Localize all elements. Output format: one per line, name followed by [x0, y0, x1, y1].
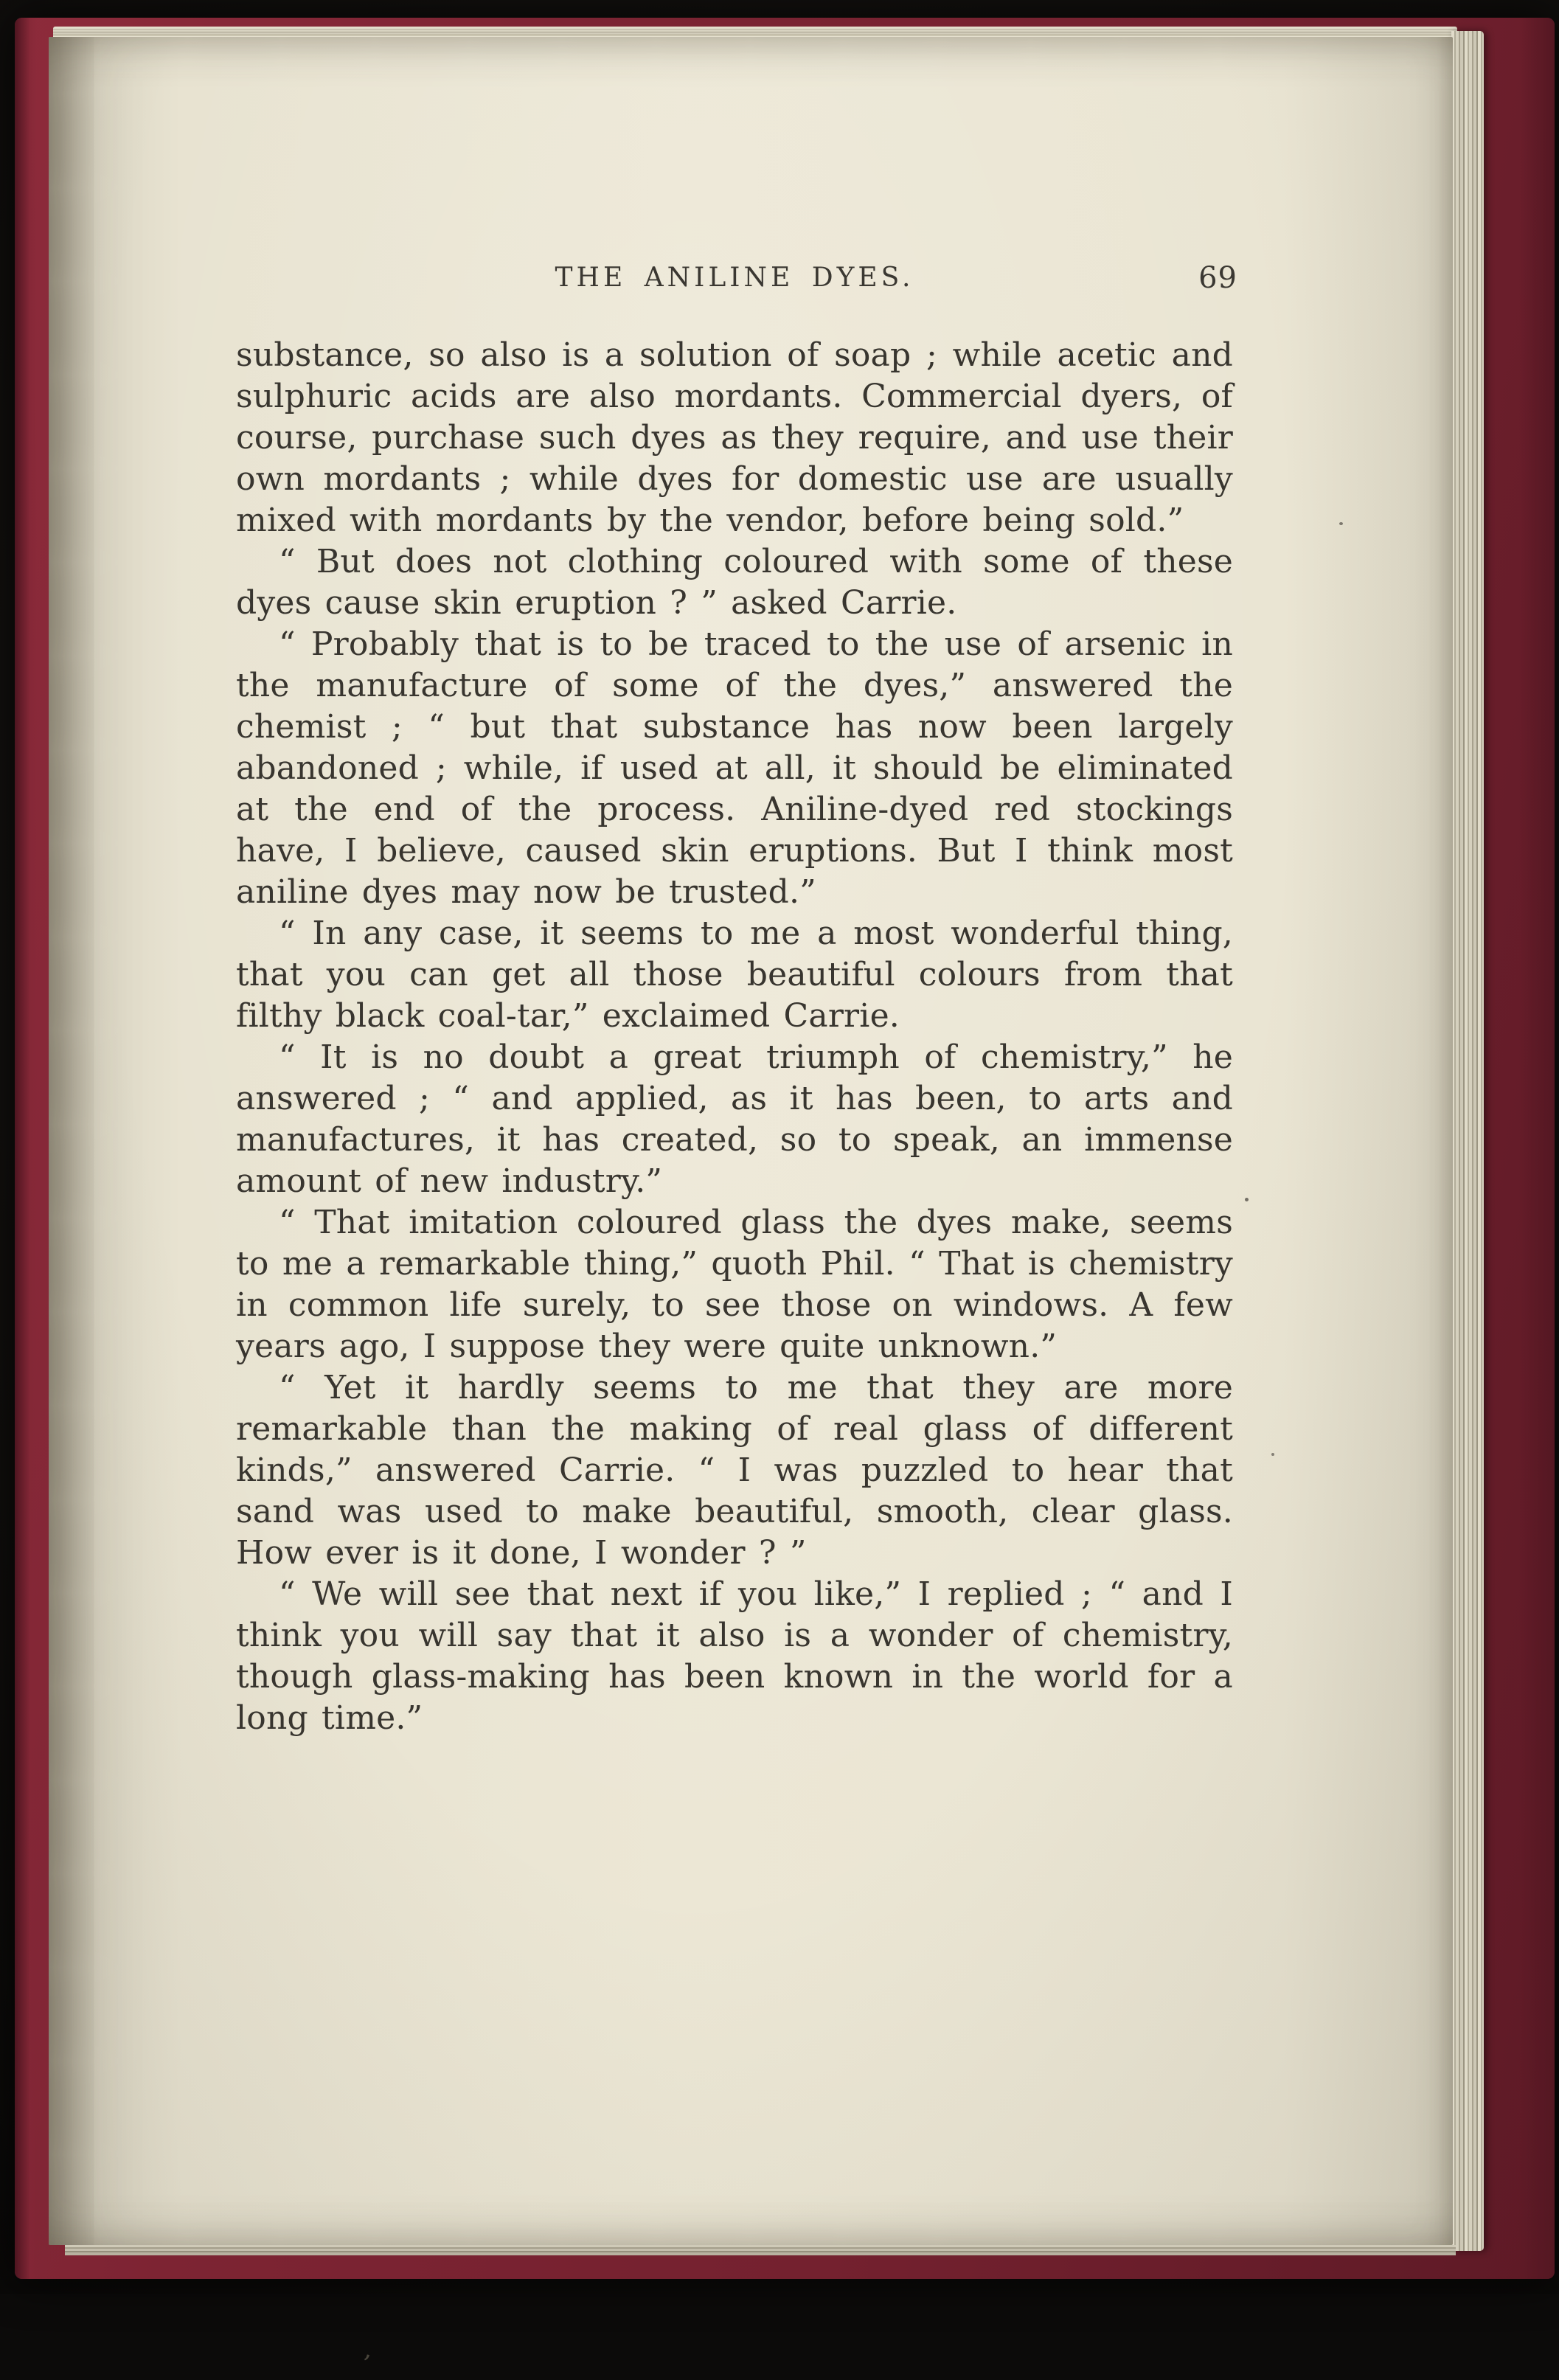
- book-page: [49, 37, 1453, 2380]
- page-stack-right-edge: [1451, 31, 1484, 2251]
- page-number: 69: [1198, 261, 1237, 295]
- paragraph: “ It is no doubt a great triumph of chemistry,” he answered ; “ and applied, as it has been, to arts and manufactures, it has created, so to speak, an immense amount of new industry.”: [236, 1038, 1233, 1200]
- paragraph: “ In any case, it seems to me a most wonderful thing, that you can get all those beautiful colours from that filthy black coal-tar,” exclaimed Carrie.: [236, 915, 1233, 1035]
- paragraph: “ We will see that next if you like,” I replied ; “ and I think you will say that it also is a wonder of chemistry, though glass-making has been known in the world for a long time.”: [236, 1575, 1233, 1737]
- page-content: [236, 261, 1237, 2380]
- paragraph: “ Probably that is to be traced to the use of arsenic in the manufacture of some of the dyes,” answered the chemist ; “ but that substance has now been largely abandoned ; while, if used at all, it should be eliminated at the end of the process. Aniline-dyed red stockings have, I believe, caused skin eruptions. But I think most aniline dyes may now be trusted.”: [236, 625, 1233, 911]
- page-stack-bottom-edge: [65, 2245, 1456, 2255]
- paragraph: “ But does not clothing coloured with some of these dyes cause skin eruption ? ” asked Carrie.: [236, 543, 1233, 622]
- scan-artifact: [1245, 1198, 1249, 1201]
- scan-artifact: [1271, 1453, 1274, 1456]
- paragraph: substance, so also is a solution of soap ; while acetic and sulphuric acids are also mordants. Commercial dyers, of course, purchase such dyes as they require, and use their own mordants ; while dyes for domestic use are usually mixed with mordants by the vendor, before being sold.”: [236, 336, 1233, 539]
- paragraph: “ That imitation coloured glass the dyes make, seems to me a remarkable thing,” quoth Phil. “ That is chemistry in common life surely, to see those on windows. A few years ago, I suppose they were quite unknown.”: [236, 1204, 1233, 1365]
- running-header: [236, 261, 1237, 299]
- scan-artifact: [1339, 522, 1343, 525]
- running-title: THE ANILINE DYES.: [555, 263, 914, 293]
- paragraph: “ Yet it hardly seems to me that they are more remarkable than the making of real glass of different kinds,” answered Carrie. “ I was puzzled to hear that sand was used to make beautiful, smooth, clear glass. How ever is it done, I wonder ? ”: [236, 1369, 1233, 1572]
- page-body: [236, 335, 1233, 1739]
- scan-artifact: ’: [358, 2349, 372, 2380]
